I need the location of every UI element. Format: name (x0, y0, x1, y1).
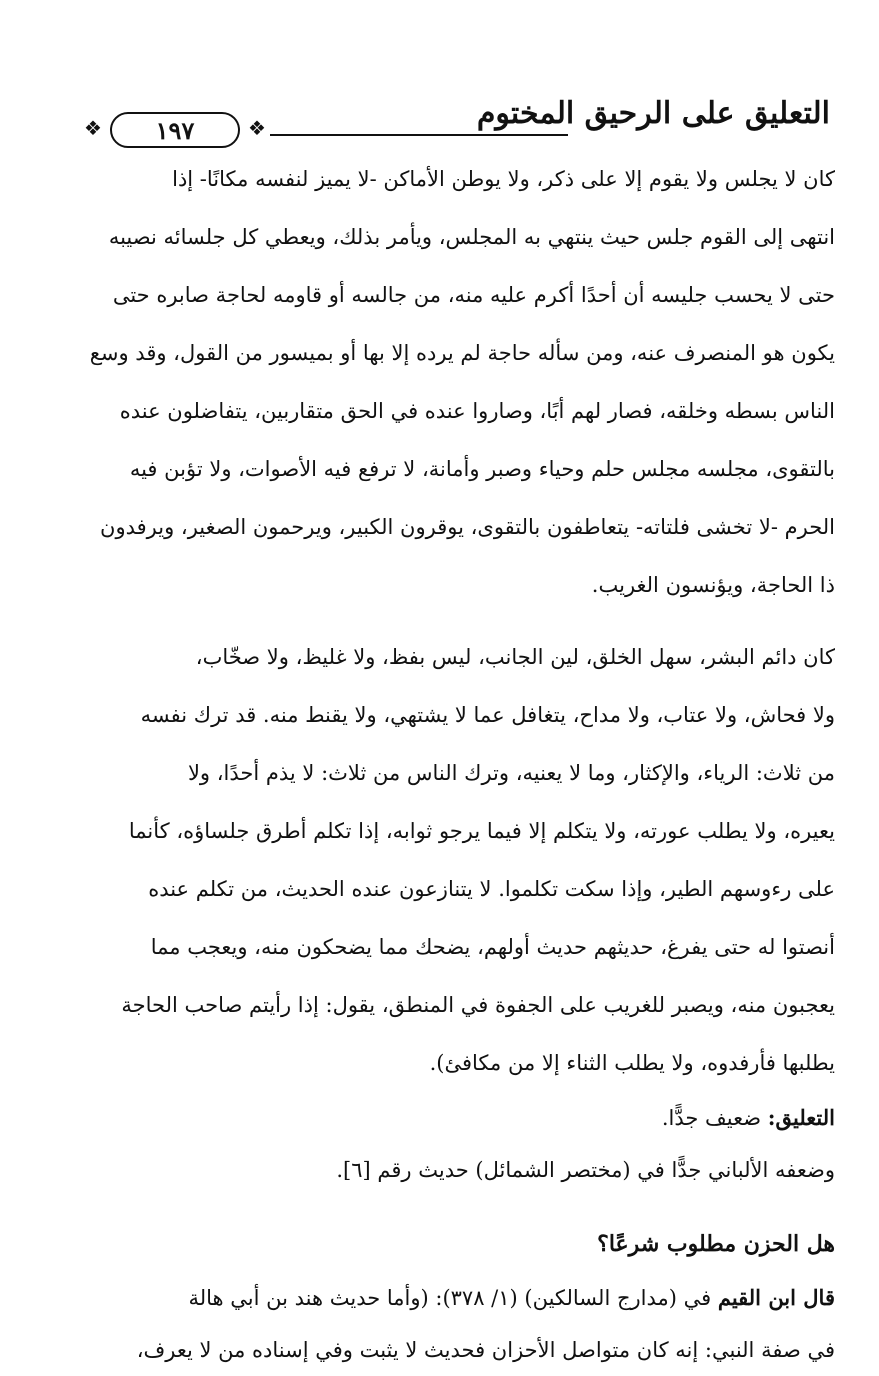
quote-line: في صفة النبي: إنه كان متواصل الأحزان فحديث لا يثبت وفي إسناده من لا يعرف، (136, 1338, 835, 1362)
quote-text: في (مدارج السالكين) (١/ ٣٧٨): (وأما حديث هند بن أبي هالة (188, 1286, 718, 1310)
paragraph (45, 150, 835, 614)
text-line: حتى لا يحسب جليسه أن أحدًا أكرم عليه منه، من جالسه أو قاومه لحاجة صابره حتى (112, 283, 835, 307)
text-line: يطلبها فأرفدوه، ولا يطلب الثناء إلا من مكافئ). (429, 1051, 835, 1075)
section-heading: هل الحزن مطلوب شرعًا؟ (597, 1231, 835, 1257)
albani-line: وضعفه الألباني جدًّا في (مختصر الشمائل) حديث رقم [٦]. (336, 1158, 835, 1182)
ornament-icon: ❖ (84, 116, 102, 140)
text-line: على رءوسهم الطير، وإذا سكت تكلموا. لا يتنازعون عنده الحديث، من تكلم عنده (148, 877, 835, 901)
quote-line (45, 1272, 835, 1324)
text-line: كان لا يجلس ولا يقوم إلا على ذكر، ولا يوطن الأماكن -لا يميز لنفسه مكانًا- إذا (172, 167, 835, 191)
text-line: كان دائم البشر، سهل الخلق، لين الجانب، ليس بفظ، ولا غليظ، ولا صخّاب، (195, 645, 835, 669)
text-line: الحرم -لا تخشى فلتاته- يتعاطفون بالتقوى، يوقرون الكبير، ويرحمون الصغير، ويرفدون (100, 515, 835, 539)
text-line: يعجبون منه، ويصبر للغريب على الجفوة في المنطق، يقول: إذا رأيتم صاحب الحاجة (121, 993, 835, 1017)
text-line: انتهى إلى القوم جلس حيث ينتهي به المجلس، ويأمر بذلك، ويعطي كل جلسائه نصيبه (108, 225, 835, 249)
text-line: بالتقوى، مجلسه مجلس حلم وحياء وصبر وأمانة، لا ترفع فيه الأصوات، ولا تؤبن فيه (129, 457, 835, 481)
running-title: التعليق على الرحيق المختوم (476, 96, 830, 131)
page-body (45, 150, 835, 1376)
quote-author: قال ابن القيم (717, 1285, 835, 1310)
page-number: ١٩٧ (110, 112, 240, 148)
text-line: يعيره، ولا يطلب عورته، ولا يتكلم إلا فيما يرجو ثوابه، إذا تكلم أطرق جلساؤه، كأنما (128, 819, 835, 843)
paragraph (45, 628, 835, 1092)
text-line: يكون هو المنصرف عنه، ومن سأله حاجة لم يرده إلا بها أو بميسور من القول، وقد وسع (89, 341, 835, 365)
text-line: من ثلاث: الرياء، والإكثار، وما لا يعنيه، وترك الناس من ثلاث: لا يذم أحدًا، ولا (187, 761, 835, 785)
commentary-line (45, 1092, 835, 1144)
commentary-text: ضعيف جدًّا. (661, 1106, 768, 1130)
text-line: ذا الحاجة، ويؤنسون الغريب. (591, 573, 835, 597)
page-header (60, 96, 830, 156)
text-line: ولا فحاش، ولا عتاب، ولا مداح، يتغافل عما لا يشتهي، ولا يقنط منه. قد ترك نفسه (140, 703, 835, 727)
text-line: الناس بسطه وخلقه، فصار لهم أبًا، وصاروا عنده في الحق متقاربين، يتفاضلون عنده (119, 399, 835, 423)
commentary-label: التعليق: (767, 1105, 835, 1130)
text-line: أنصتوا له حتى يفرغ، حديثهم حديث أولهم، يضحك مما يضحكون منه، ويعجب مما (150, 935, 835, 959)
header-rule (270, 134, 568, 136)
ornament-icon: ❖ (248, 116, 266, 140)
